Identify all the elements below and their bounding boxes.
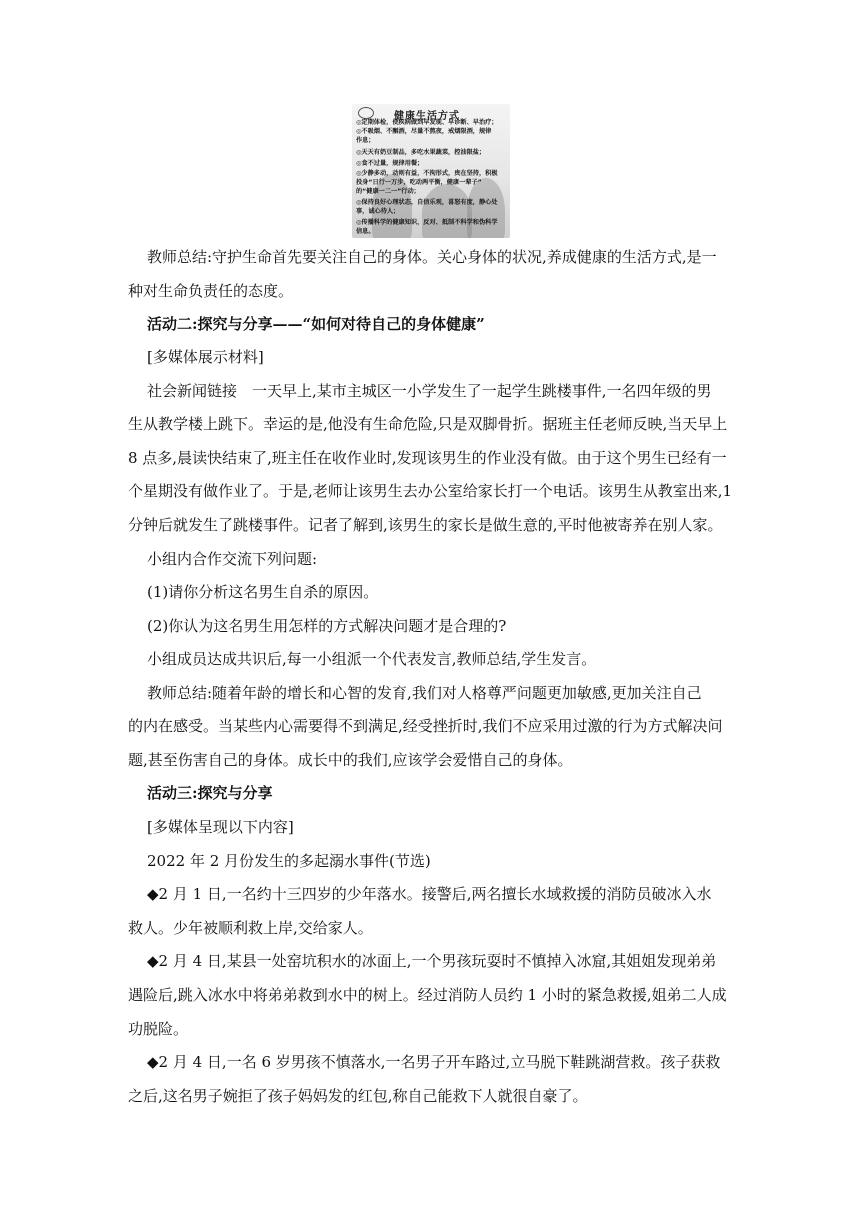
figure-line: ◎传播科学的健康知识，反对、抵制不科学和伪科学 — [356, 219, 498, 226]
event-item: 救人。少年被顺利救上岸,交给家人。 — [128, 919, 373, 937]
figure-silhouette — [422, 184, 472, 238]
figure-line: 投身“日行一万步，吃动两平衡，健康一辈子” — [356, 179, 482, 186]
media-note: [多媒体呈现以下内容] — [147, 818, 294, 836]
event-item: 功脱险。 — [128, 1020, 189, 1038]
event-item: 遇险后,跳入冰水中将弟弟救到水中的树上。经过消防人员约 1 小时的紧急救援,姐弟二人成 — [128, 986, 727, 1004]
figure-line: ◎不吸烟、不酗酒，尽量不熬夜，戒烟限酒，规律 — [356, 128, 492, 135]
figure-line: 作息； — [356, 137, 375, 144]
paragraph-line: 小组成员达成共识后,每一小组派一个代表发言,教师总结,学生发言。 — [147, 650, 597, 668]
event-list-title: 2022 年 2 月份发生的多起溺水事件(节选) — [147, 852, 431, 870]
paragraph-line: 教师总结:守护生命首先要关注自己的身体。关心身体的状况,养成健康的生活方式,是一 — [147, 248, 717, 266]
figure-line: ◎定期体检，使疾病做到早发现、早诊断、早治疗； — [356, 119, 498, 126]
healthy-lifestyle-figure — [352, 104, 510, 238]
paragraph-line: 的内在感受。当某些内心需要得不到满足,经受挫折时,我们不应采用过激的行为方式解决问 — [128, 717, 723, 735]
figure-line: 的“健康一二一”行动； — [356, 188, 420, 195]
event-item: 之后,这名男子婉拒了孩子妈妈发的红包,称自己能救下人就很自豪了。 — [128, 1087, 588, 1105]
paragraph-line: 生从教学楼上跳下。幸运的是,他没有生命危险,只是双脚骨折。据班主任老师反映,当天早上 — [128, 415, 728, 433]
paragraph-line: 社会新闻链接 一天早上,某市主城区一小学发生了一起学生跳楼事件,一名四年级的男 — [147, 382, 712, 400]
paragraph-line: 题,甚至伤害自己的身体。成长中的我们,应该学会爱惜自己的身体。 — [128, 751, 573, 769]
event-item: ◆2 月 4 日,某县一处窑坑积水的冰面上,一个男孩玩耍时不慎掉入冰窟,其姐姐发现弟弟 — [147, 952, 717, 970]
figure-silhouette — [467, 178, 505, 238]
figure-title: 健康生活方式 — [394, 111, 460, 122]
paragraph-line: 种对生命负责任的态度。 — [128, 282, 294, 300]
paragraph-line: 个星期没有做作业了。于是,老师让该男生去办公室给家长打一个电话。该男生从教室出来,1 — [128, 482, 733, 500]
question-item: (1)请你分析这名男生自杀的原因。 — [147, 583, 379, 601]
question-item: (2)你认为这名男生用怎样的方式解决问题才是合理的? — [147, 617, 507, 635]
figure-line: ◎天天有奶豆制品，多吃水果蔬菜，控油限盐； — [356, 149, 486, 156]
section-heading: 活动二:探究与分享——“如何对待自己的身体健康” — [147, 315, 485, 333]
event-item: ◆2 月 1 日,一名约十三四岁的少年落水。接警后,两名擅长水域救援的消防员破冰入水 — [147, 885, 712, 903]
paragraph-line: 教师总结:随着年龄的增长和心智的发育,我们对人格尊严问题更加敏感,更加关注自己 — [147, 684, 702, 702]
figure-line: 事，诚心待人； — [356, 208, 400, 215]
figure-line: 信息。 — [356, 228, 375, 235]
figure-line: ◎保持良好心理状态，自信乐观，喜怒有度，静心处 — [356, 199, 498, 206]
paragraph-line: 分钟后就发生了跳楼事件。记者了解到,该男生的家长是做生意的,平时他被寄养在别人家。 — [128, 516, 723, 534]
figure-line: ◎食不过量，规律用餐； — [356, 160, 424, 167]
figure-logo-icon — [358, 107, 374, 119]
figure-line: ◎少静多动，动则有益，不拘形式，贵在坚持，积极 — [356, 170, 498, 177]
section-heading: 活动三:探究与分享 — [147, 784, 273, 802]
question-intro: 小组内合作交流下列问题: — [147, 550, 318, 568]
paragraph-line: 8 点多,晨读快结束了,班主任在收作业时,发现该男生的作业没有做。由于这个男生已经有一 — [128, 449, 727, 467]
media-note: [多媒体展示材料] — [147, 348, 264, 366]
event-item: ◆2 月 4 日,一名 6 岁男孩不慎落水,一名男子开车路过,立马脱下鞋跳湖营救。孩子获救 — [147, 1053, 721, 1071]
